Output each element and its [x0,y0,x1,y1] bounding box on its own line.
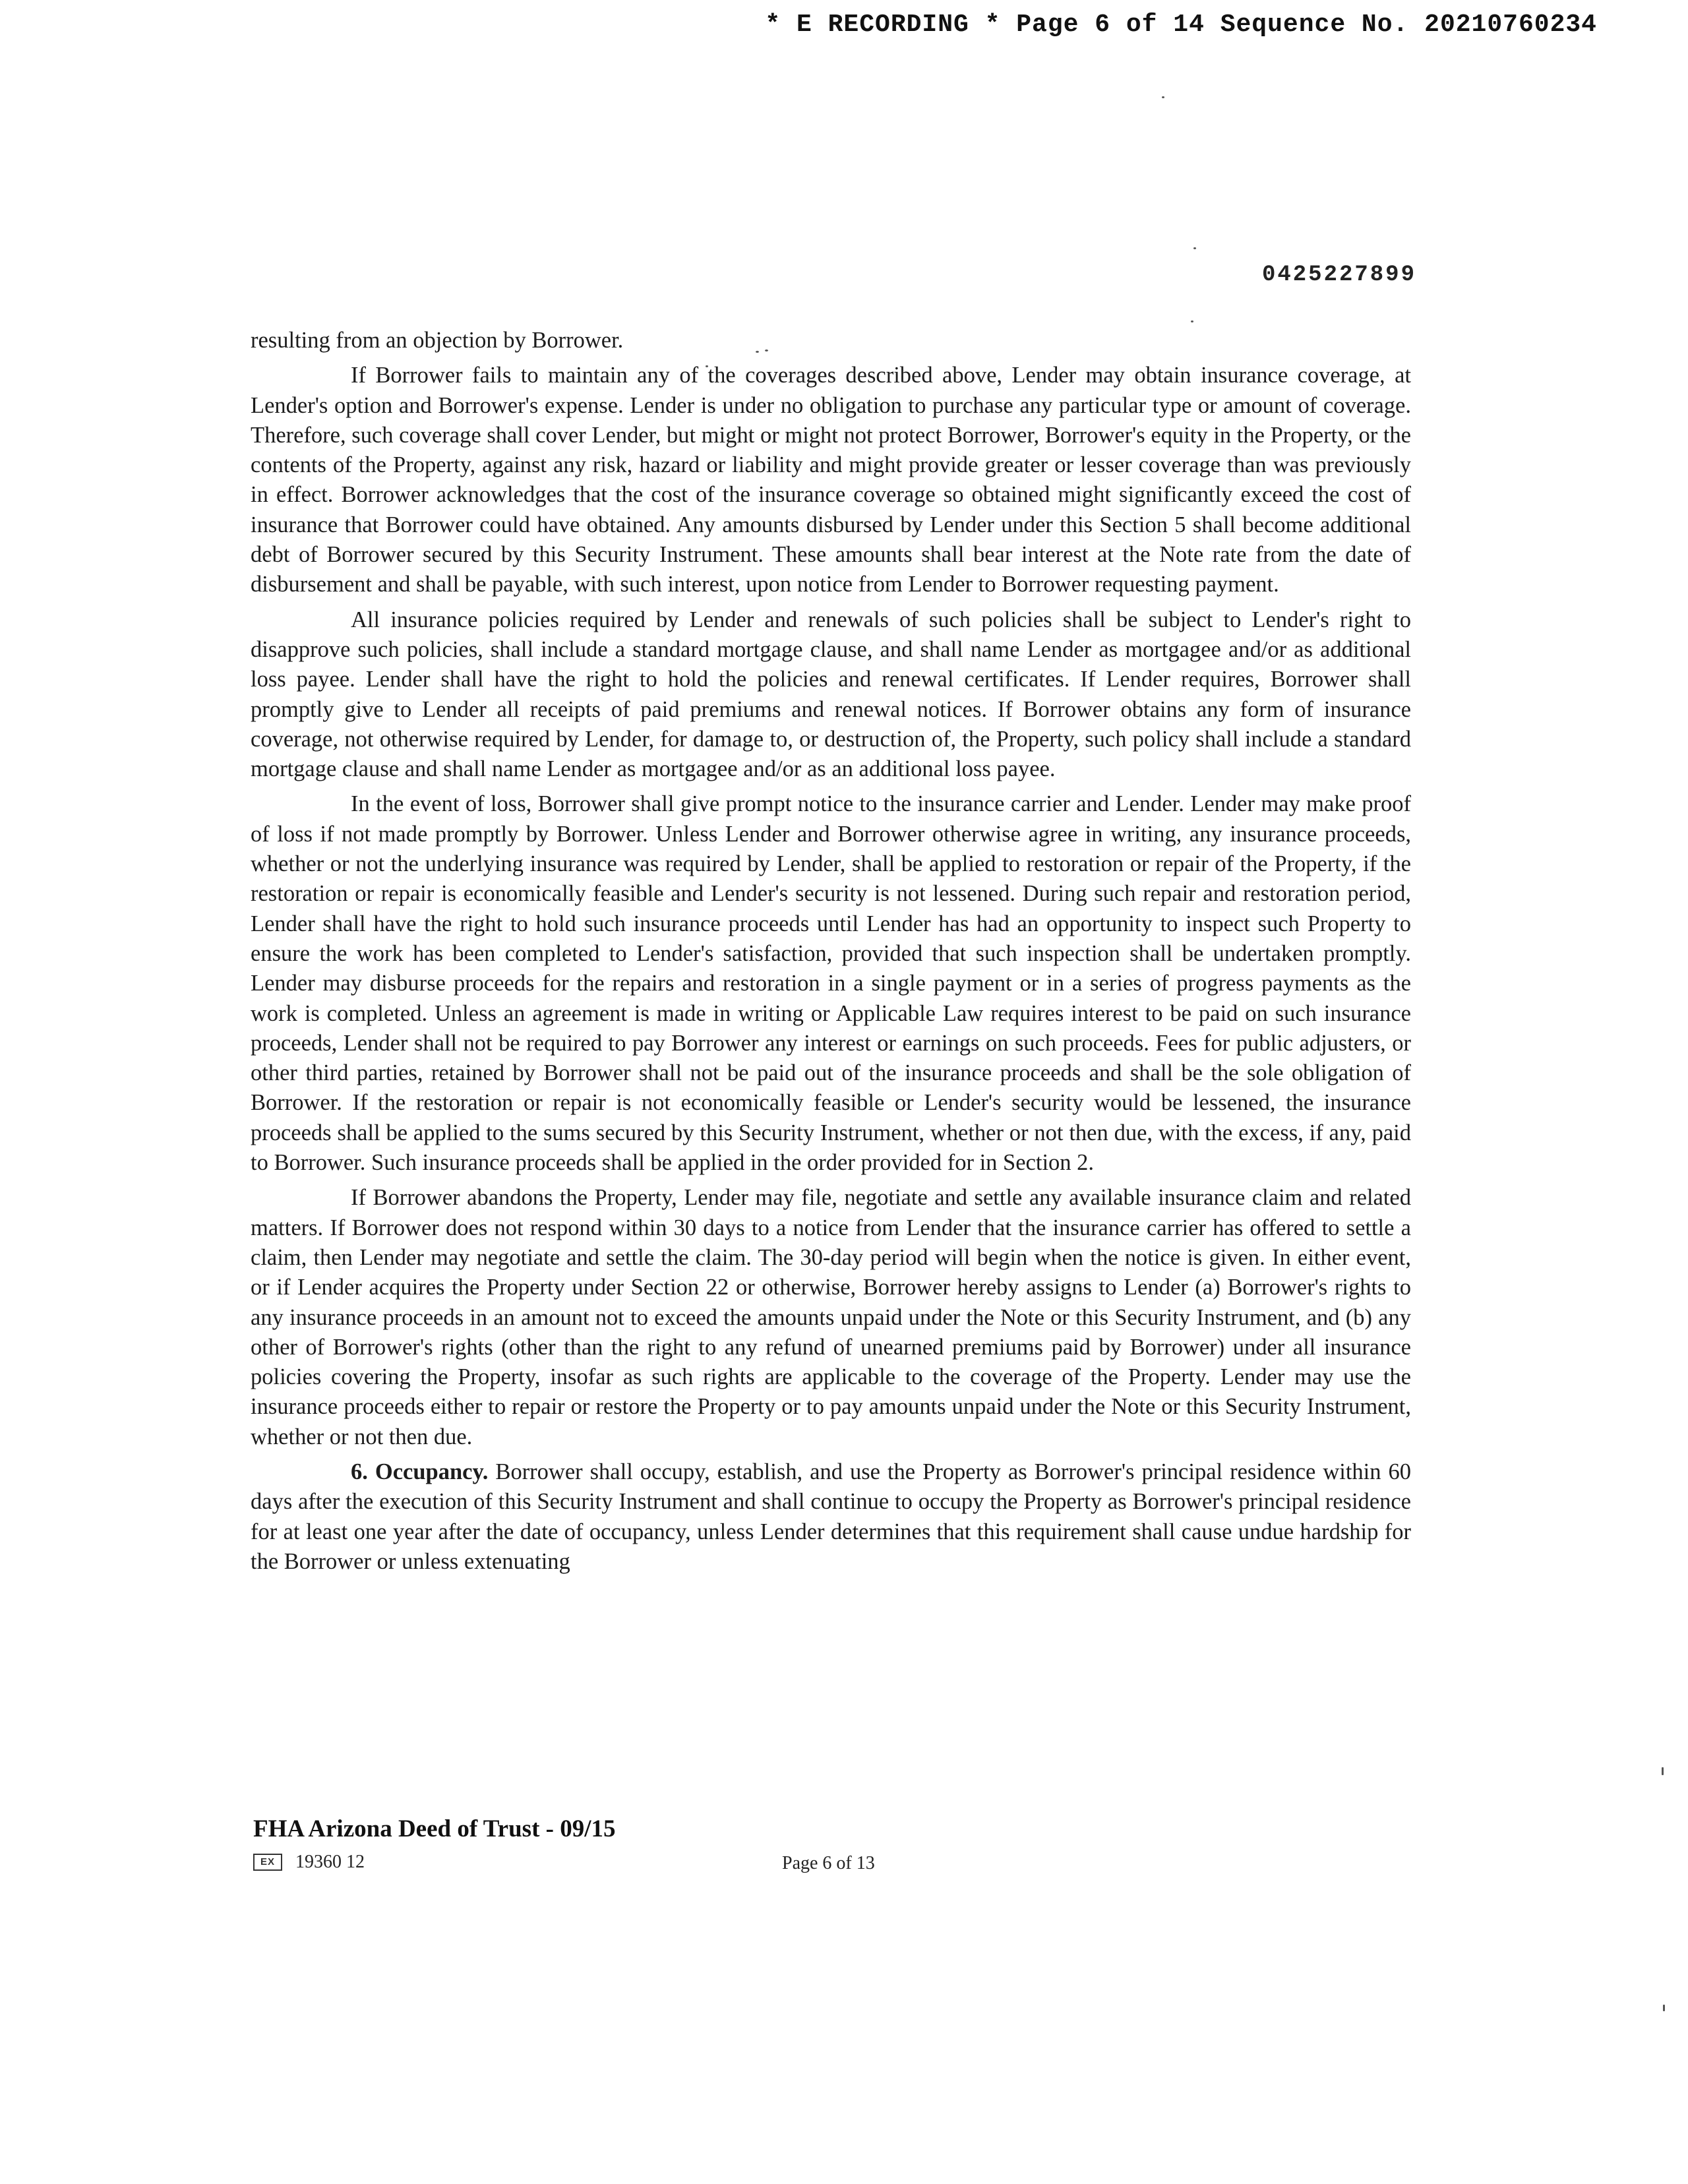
scan-speck [1191,320,1193,322]
paragraph-continuation: resulting from an objection by Borrower. [251,328,624,353]
occupancy-text: Borrower shall occupy, establish, and use the Property as Borrower's principal residence within 60 days after the execution of this Security Instrument and shall continue to occupy the Property as Borrower's principal residence for at least one year after the date of occupancy, unless Lender determines that this requirement shall cause undue hardship for the Borrower or unless extenuating [251,1459,1412,1574]
paragraph-occupancy [251,1457,1411,1577]
paragraph-insurance-policies: All insurance policies required by Lender and renewals of such policies shall be subject to Lender's right to disapprove such policies, shall include a standard mortgage clause, and shall name Lender as mortgagee and/or as additional loss payee. Lender shall have the right to hold the policies and renewal certificates. If Lender requires, Borrower shall promptly give to Lender all receipts of paid premiums and renewal notices. If Borrower obtains any form of insurance coverage, not otherwise required by Lender, for damage to, or destruction of, the Property, such policy shall include a standard mortgage clause and shall name Lender as mortgagee and/or as an additional loss payee. [251,607,1411,782]
scan-speck [1193,247,1196,249]
form-title: FHA Arizona Deed of Trust - 09/15 [253,1815,616,1842]
paragraph-event-of-loss: In the event of loss, Borrower shall give prompt notice to the insurance carrier and Lender. Lender may make proof of loss if not made promptly by Borrower. Unless Lender and Borrower otherwise agree in writing, any insurance proceeds, whether or not the underlying insurance was required by Lender, shall be applied to restoration or repair of the Property, if the restoration or repair is economically feasible and Lender's security is not lessened. During such repair and restoration period, Lender shall have the right to hold such insurance proceeds until Lender has had an opportunity to inspect such Property to ensure the work has been completed to Lender's satisfaction, provided that such inspection shall be undertaken promptly. Lender may disburse proceeds for the repairs and restoration in a single payment or in a series of progress payments as the work is completed. Unless an agreement is made in writing or Applicable Law requires interest to be paid on such insurance proceeds, Lender shall not be required to pay Borrower any interest or earnings on such proceeds. Fees for public adjusters, or other third parties, retained by Borrower shall not be paid out of the insurance proceeds and shall be the sole obligation of Borrower. If the restoration or repair is not economically feasible or Lender's security would be lessened, the insurance proceeds shall be applied to the sums secured by this Security Instrument, whether or not then due, with the excess, if any, paid to Borrower. Such insurance proceeds shall be applied in the order provided for in Section 2. [251,791,1411,1176]
form-code: 19360 12 [295,1852,365,1872]
paragraph-lender-purchased-coverage: If Borrower fails to maintain any of the coverages described above, Lender may obtain insurance coverage, at Lender's option and Borrower's expense. Lender is under no obligation to purchase any particular type or amount of coverage. Therefore, such coverage shall cover Lender, but might or might not protect Borrower, Borrower's equity in the Property, or the contents of the Property, against any risk, hazard or liability and might provide greater or lesser coverage than was previously in effect. Borrower acknowledges that the cost of the insurance coverage so obtained might significantly exceed the cost of insurance that Borrower could have obtained. Any amounts disbursed by Lender under this Section 5 shall become additional debt of Borrower secured by this Security Instrument. These amounts shall bear interest at the Note rate from the date of disbursement and shall be payable, with such interest, upon notice from Lender to Borrower requesting payment. [251,363,1411,597]
recording-stamp: * E RECORDING * Page 6 of 14 Sequence No. 20210760234 [765,11,1597,39]
paragraph-abandonment: If Borrower abandons the Property, Lender may file, negotiate and settle any available insurance claim and related matters. If Borrower does not respond within 30 days to a notice from Lender that the insurance carrier has offered to settle a claim, then Lender may negotiate and settle the claim. The 30-day period will begin when the notice is given. In either event, or if Lender acquires the Property under Section 22 or otherwise, Borrower hereby assigns to Lender (a) Borrower's rights to any insurance proceeds in an amount not to exceed the amounts unpaid under the Note or this Security Instrument, and (b) any other of Borrower's rights (other than the right to any refund of unearned premiums paid by Borrower) under all insurance policies covering the Property, insofar as such rights are applicable to the coverage of the Property. Lender may use the insurance proceeds either to repair or restore the Property or to pay amounts unpaid under the Note or this Security Instrument, whether or not then due. [251,1185,1411,1449]
scan-speck [1162,96,1164,98]
scan-speck [1663,2005,1665,2011]
form-code-row [253,1852,365,1873]
ellie-mae-logo-icon: EX [253,1854,282,1871]
document-body [251,326,1411,1582]
loan-number: 0425227899 [1261,262,1416,288]
section-heading-occupancy: 6. Occupancy. [351,1459,489,1484]
page-number: Page 6 of 13 [782,1853,875,1873]
scan-speck [1662,1767,1664,1775]
